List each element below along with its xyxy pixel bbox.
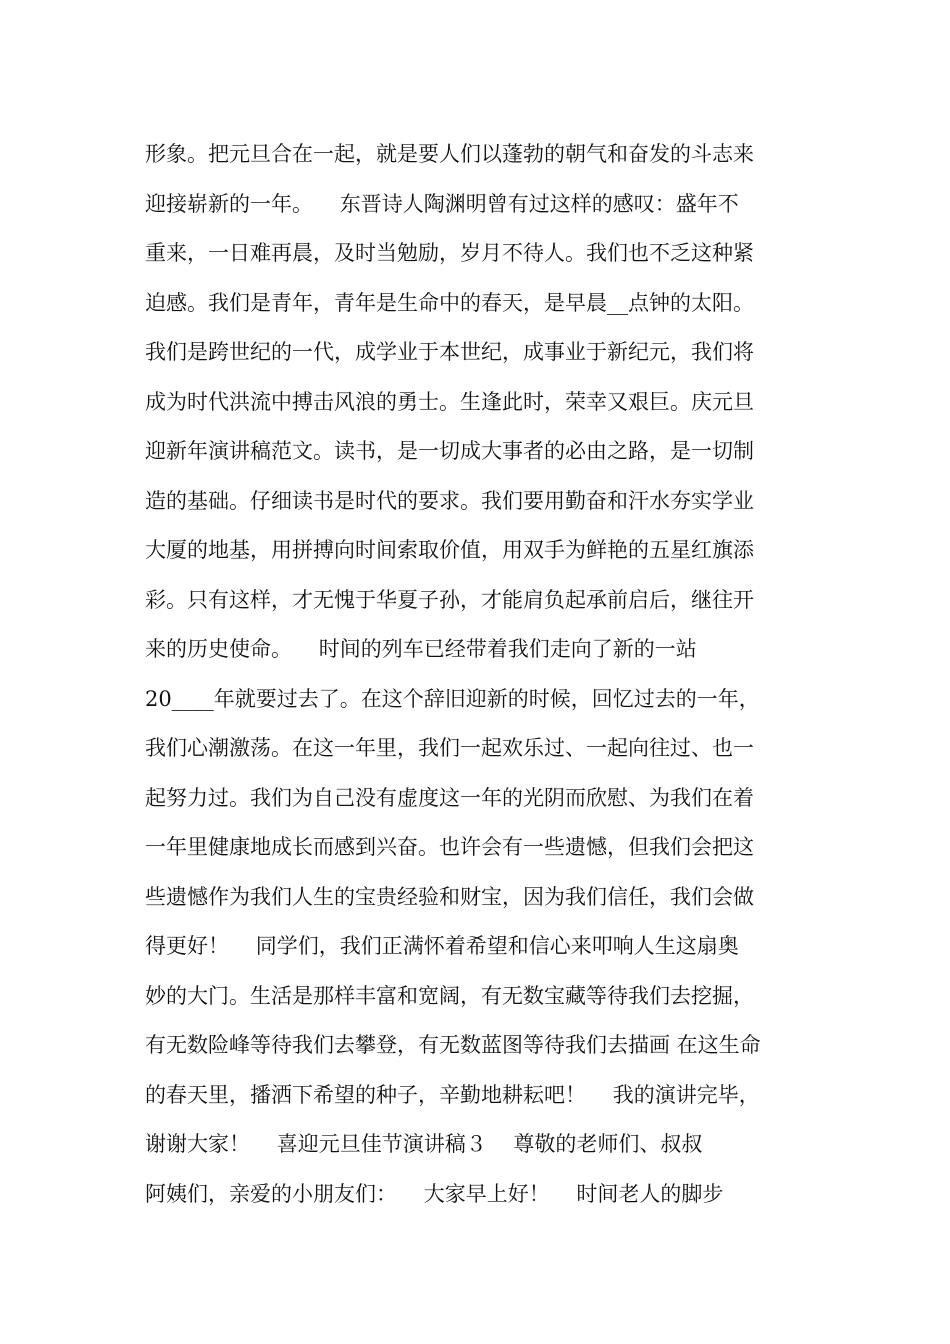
text-line: 些遗憾作为我们人生的宝贵经验和财宝，因为我们信任，我们会做	[145, 884, 754, 909]
text-line: 成为时代洪流中搏击风浪的勇士。生逢此时，荣幸又艰巨。庆元旦	[145, 389, 754, 414]
text-line: 造的基础。仔细读书是时代的要求。我们要用勤奋和汗水夯实学业	[145, 488, 754, 513]
text-line: 一年里健康地成长而感到兴奋。也许会有一些遗憾，但我们会把这	[145, 835, 754, 859]
text-line: 妙的大门。生活是那样丰富和宽阔，有无数宝藏等待我们去挖掘，	[145, 983, 754, 1008]
text-line: 大厦的地基，用拼搏向时间索取价值，用双手为鲜艳的五星红旗添	[145, 538, 754, 562]
text-line: 形象。把元旦合在一起，就是要人们以蓬勃的朝气和奋发的斗志来	[145, 142, 754, 166]
text-line: 有无数险峰等待我们去攀登，有无数蓝图等待我们去描画 在这生命	[145, 1033, 761, 1057]
text-line: 来的历史使命。 时间的列车已经带着我们走向了新的一站	[145, 637, 697, 661]
text-line: 彩。只有这样，才无愧于华夏子孙，才能肩负起承前启后，继往开	[145, 587, 754, 612]
text-line: 重来，一日难再晨，及时当勉励，岁月不待人。我们也不乏这种紧	[145, 241, 754, 265]
text-line: 阿姨们，亲爱的小朋友们： 大家早上好！ 时间老人的脚步	[145, 1181, 724, 1206]
text-line: 得更好！ 同学们，我们正满怀着希望和信心来叩响人生这扇奥	[145, 934, 739, 958]
text-line: 的春天里，播洒下希望的种子，辛勤地耕耘吧！ 我的演讲完毕，	[145, 1082, 760, 1107]
text-line: 我们是跨世纪的一代，成学业于本世纪，成事业于新纪元，我们将	[145, 340, 754, 364]
text-line: 迎接崭新的一年。 东晋诗人陶渊明曾有过这样的感叹：盛年不	[145, 191, 739, 216]
text-line: 谢谢大家！ 喜迎元旦佳节演讲稿３ 尊敬的老师们、叔叔	[145, 1132, 703, 1156]
text-line: 20____年就要过去了。在这个辞旧迎新的时候，回忆过去的一年，	[145, 686, 760, 711]
text-line: 迎新年演讲稿范文。读书，是一切成大事者的必由之路，是一切制	[145, 439, 754, 463]
text-line: 我们心潮激荡。在这一年里，我们一起欢乐过、一起向往过、也一	[145, 736, 754, 760]
body-text	[145, 130, 825, 1219]
text-line: 迫感。我们是青年，青年是生命中的春天，是早晨__点钟的太阳。	[145, 290, 754, 315]
text-line: 起努力过。我们为自己没有虚度这一年的光阴而欣慰、为我们在着	[145, 785, 754, 810]
